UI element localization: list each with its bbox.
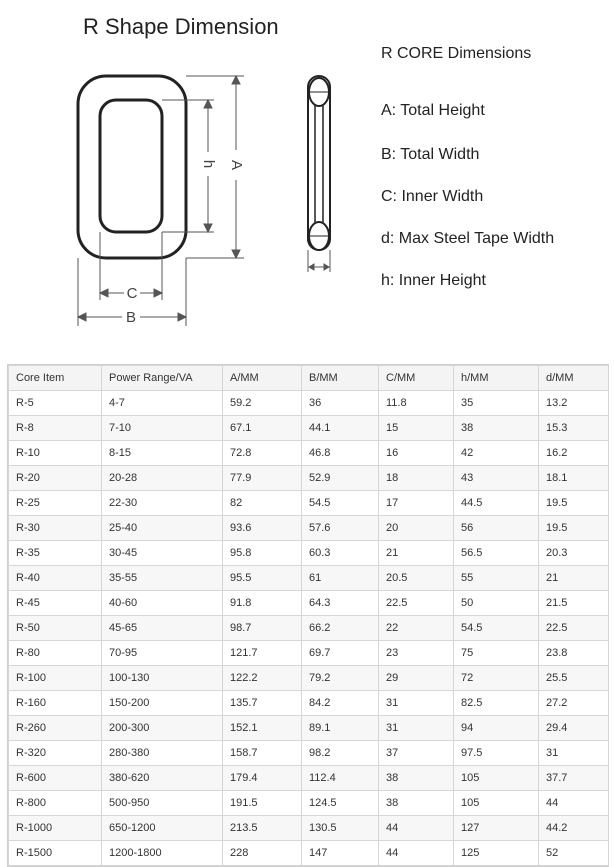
column-header: B/MM bbox=[302, 366, 379, 391]
table-cell: 150-200 bbox=[102, 691, 223, 716]
table-cell: 44.5 bbox=[454, 491, 539, 516]
dim-a-label: A bbox=[228, 159, 246, 171]
table-cell: 158.7 bbox=[223, 741, 302, 766]
table-row bbox=[9, 691, 609, 716]
table-cell: 22-30 bbox=[102, 491, 223, 516]
table-cell: 91.8 bbox=[223, 591, 302, 616]
table-cell: 45-65 bbox=[102, 616, 223, 641]
table-row bbox=[9, 741, 609, 766]
table-cell: 29 bbox=[379, 666, 454, 691]
table-cell: 69.7 bbox=[302, 641, 379, 666]
table-cell: 15.3 bbox=[539, 416, 609, 441]
table-cell: 1200-1800 bbox=[102, 841, 223, 866]
table-cell: 20 bbox=[379, 516, 454, 541]
table-cell: 23 bbox=[379, 641, 454, 666]
table-cell: 42 bbox=[454, 441, 539, 466]
table-cell: 52 bbox=[539, 841, 609, 866]
table-cell: 650-1200 bbox=[102, 816, 223, 841]
table-row bbox=[9, 641, 609, 666]
table-cell: R-800 bbox=[9, 791, 102, 816]
table-cell: 19.5 bbox=[539, 516, 609, 541]
table-row bbox=[9, 841, 609, 866]
table-cell: 98.2 bbox=[302, 741, 379, 766]
table-cell: 44 bbox=[379, 816, 454, 841]
table-cell: 72 bbox=[454, 666, 539, 691]
table-cell: 228 bbox=[223, 841, 302, 866]
column-header: h/MM bbox=[454, 366, 539, 391]
page-title: R Shape Dimension bbox=[83, 14, 279, 39]
inner-core-outline bbox=[100, 100, 162, 232]
table-cell: 59.2 bbox=[223, 391, 302, 416]
table-cell: 44.2 bbox=[539, 816, 609, 841]
table-cell: 98.7 bbox=[223, 616, 302, 641]
table-cell: 38 bbox=[379, 766, 454, 791]
table-cell: 27.2 bbox=[539, 691, 609, 716]
table-cell: 500-950 bbox=[102, 791, 223, 816]
legend-item-c: C: Inner Width bbox=[381, 188, 484, 205]
table-cell: 7-10 bbox=[102, 416, 223, 441]
table-cell: 55 bbox=[454, 566, 539, 591]
table-cell: 18 bbox=[379, 466, 454, 491]
table-header-row bbox=[9, 366, 609, 391]
table-cell: 38 bbox=[454, 416, 539, 441]
r-core-diagram bbox=[0, 0, 380, 340]
table-cell: 97.5 bbox=[454, 741, 539, 766]
table-cell: 20.5 bbox=[379, 566, 454, 591]
table-cell: 16 bbox=[379, 441, 454, 466]
table-cell: 54.5 bbox=[302, 491, 379, 516]
table-cell: 43 bbox=[454, 466, 539, 491]
table-row bbox=[9, 591, 609, 616]
table-cell: 21 bbox=[379, 541, 454, 566]
table-cell: 36 bbox=[302, 391, 379, 416]
table-cell: 50 bbox=[454, 591, 539, 616]
table-cell: R-1000 bbox=[9, 816, 102, 841]
table-cell: R-20 bbox=[9, 466, 102, 491]
table-cell: R-5 bbox=[9, 391, 102, 416]
table-cell: R-260 bbox=[9, 716, 102, 741]
legend-item-h: h: Inner Height bbox=[381, 272, 486, 289]
table-cell: 127 bbox=[454, 816, 539, 841]
table-cell: R-35 bbox=[9, 541, 102, 566]
table-cell: 30-45 bbox=[102, 541, 223, 566]
table-cell: R-1500 bbox=[9, 841, 102, 866]
table-cell: 95.5 bbox=[223, 566, 302, 591]
table-cell: 23.8 bbox=[539, 641, 609, 666]
table-cell: 21.5 bbox=[539, 591, 609, 616]
table-cell: 95.8 bbox=[223, 541, 302, 566]
table-cell: 66.2 bbox=[302, 616, 379, 641]
table-cell: 35-55 bbox=[102, 566, 223, 591]
table-cell: R-100 bbox=[9, 666, 102, 691]
column-header: Power Range/VA bbox=[102, 366, 223, 391]
table-cell: 213.5 bbox=[223, 816, 302, 841]
dim-c-label: C bbox=[126, 285, 138, 302]
table-cell: R-50 bbox=[9, 616, 102, 641]
table-row bbox=[9, 416, 609, 441]
table-cell: 25-40 bbox=[102, 516, 223, 541]
table-cell: 57.6 bbox=[302, 516, 379, 541]
table-cell: 179.4 bbox=[223, 766, 302, 791]
table-cell: 37.7 bbox=[539, 766, 609, 791]
column-header: d/MM bbox=[539, 366, 609, 391]
table-cell: 17 bbox=[379, 491, 454, 516]
table-cell: R-25 bbox=[9, 491, 102, 516]
legend-item-a: A: Total Height bbox=[381, 102, 485, 119]
table-cell: 70-95 bbox=[102, 641, 223, 666]
table-cell: 29.4 bbox=[539, 716, 609, 741]
table-row bbox=[9, 491, 609, 516]
table-cell: 112.4 bbox=[302, 766, 379, 791]
table-cell: R-30 bbox=[9, 516, 102, 541]
table-cell: 82 bbox=[223, 491, 302, 516]
table-cell: 52.9 bbox=[302, 466, 379, 491]
table-cell: R-600 bbox=[9, 766, 102, 791]
table-cell: 147 bbox=[302, 841, 379, 866]
table-cell: 152.1 bbox=[223, 716, 302, 741]
table-row bbox=[9, 541, 609, 566]
table-row bbox=[9, 516, 609, 541]
table-cell: 46.8 bbox=[302, 441, 379, 466]
table-cell: 20.3 bbox=[539, 541, 609, 566]
table-cell: 37 bbox=[379, 741, 454, 766]
table-cell: R-45 bbox=[9, 591, 102, 616]
table-cell: 22.5 bbox=[379, 591, 454, 616]
table-cell: 18.1 bbox=[539, 466, 609, 491]
table-cell: 15 bbox=[379, 416, 454, 441]
table-cell: 22 bbox=[379, 616, 454, 641]
dim-b-label: B bbox=[125, 309, 137, 326]
table-cell: 72.8 bbox=[223, 441, 302, 466]
table-row bbox=[9, 666, 609, 691]
table-cell: 122.2 bbox=[223, 666, 302, 691]
dimensions-legend bbox=[381, 42, 611, 289]
table-cell: 31 bbox=[379, 716, 454, 741]
table-cell: 44 bbox=[379, 841, 454, 866]
table-cell: 79.2 bbox=[302, 666, 379, 691]
table-row bbox=[9, 816, 609, 841]
table-cell: 125 bbox=[454, 841, 539, 866]
table-cell: 94 bbox=[454, 716, 539, 741]
table-cell: 44 bbox=[539, 791, 609, 816]
legend-item-b: B: Total Width bbox=[381, 146, 480, 163]
column-header: Core Item bbox=[9, 366, 102, 391]
table-cell: 13.2 bbox=[539, 391, 609, 416]
dim-h-label: h bbox=[200, 159, 218, 169]
table-row bbox=[9, 791, 609, 816]
dimensions-table-container bbox=[7, 364, 609, 867]
table-row bbox=[9, 716, 609, 741]
table-cell: 191.5 bbox=[223, 791, 302, 816]
table-cell: R-80 bbox=[9, 641, 102, 666]
table-cell: 82.5 bbox=[454, 691, 539, 716]
table-cell: 11.8 bbox=[379, 391, 454, 416]
table-cell: R-160 bbox=[9, 691, 102, 716]
table-cell: 100-130 bbox=[102, 666, 223, 691]
column-header: C/MM bbox=[379, 366, 454, 391]
table-cell: 89.1 bbox=[302, 716, 379, 741]
table-cell: 105 bbox=[454, 791, 539, 816]
table-cell: 56 bbox=[454, 516, 539, 541]
table-row bbox=[9, 391, 609, 416]
dimensions-table bbox=[8, 365, 609, 866]
table-cell: 130.5 bbox=[302, 816, 379, 841]
table-cell: 31 bbox=[379, 691, 454, 716]
table-cell: 20-28 bbox=[102, 466, 223, 491]
table-cell: 200-300 bbox=[102, 716, 223, 741]
table-cell: 105 bbox=[454, 766, 539, 791]
table-cell: 64.3 bbox=[302, 591, 379, 616]
table-cell: 121.7 bbox=[223, 641, 302, 666]
table-cell: 61 bbox=[302, 566, 379, 591]
table-row bbox=[9, 466, 609, 491]
table-cell: 380-620 bbox=[102, 766, 223, 791]
table-cell: R-10 bbox=[9, 441, 102, 466]
table-cell: 35 bbox=[454, 391, 539, 416]
table-cell: 8-15 bbox=[102, 441, 223, 466]
table-cell: 135.7 bbox=[223, 691, 302, 716]
table-cell: 31 bbox=[539, 741, 609, 766]
legend-title: R CORE Dimensions bbox=[381, 45, 532, 62]
table-row bbox=[9, 441, 609, 466]
table-cell: 93.6 bbox=[223, 516, 302, 541]
table-cell: 124.5 bbox=[302, 791, 379, 816]
table-cell: 40-60 bbox=[102, 591, 223, 616]
table-cell: R-320 bbox=[9, 741, 102, 766]
table-cell: 280-380 bbox=[102, 741, 223, 766]
legend-item-d: d: Max Steel Tape Width bbox=[381, 230, 555, 247]
table-cell: 16.2 bbox=[539, 441, 609, 466]
table-cell: 56.5 bbox=[454, 541, 539, 566]
table-cell: 22.5 bbox=[539, 616, 609, 641]
table-cell: 38 bbox=[379, 791, 454, 816]
table-cell: 77.9 bbox=[223, 466, 302, 491]
table-row bbox=[9, 566, 609, 591]
table-row bbox=[9, 766, 609, 791]
table-row bbox=[9, 616, 609, 641]
table-cell: 44.1 bbox=[302, 416, 379, 441]
table-cell: 25.5 bbox=[539, 666, 609, 691]
table-cell: 84.2 bbox=[302, 691, 379, 716]
table-cell: 21 bbox=[539, 566, 609, 591]
table-body bbox=[9, 391, 609, 866]
table-cell: 60.3 bbox=[302, 541, 379, 566]
table-cell: R-8 bbox=[9, 416, 102, 441]
table-cell: 19.5 bbox=[539, 491, 609, 516]
table-cell: 54.5 bbox=[454, 616, 539, 641]
table-cell: R-40 bbox=[9, 566, 102, 591]
column-header: A/MM bbox=[223, 366, 302, 391]
table-cell: 67.1 bbox=[223, 416, 302, 441]
table-cell: 75 bbox=[454, 641, 539, 666]
table-cell: 4-7 bbox=[102, 391, 223, 416]
